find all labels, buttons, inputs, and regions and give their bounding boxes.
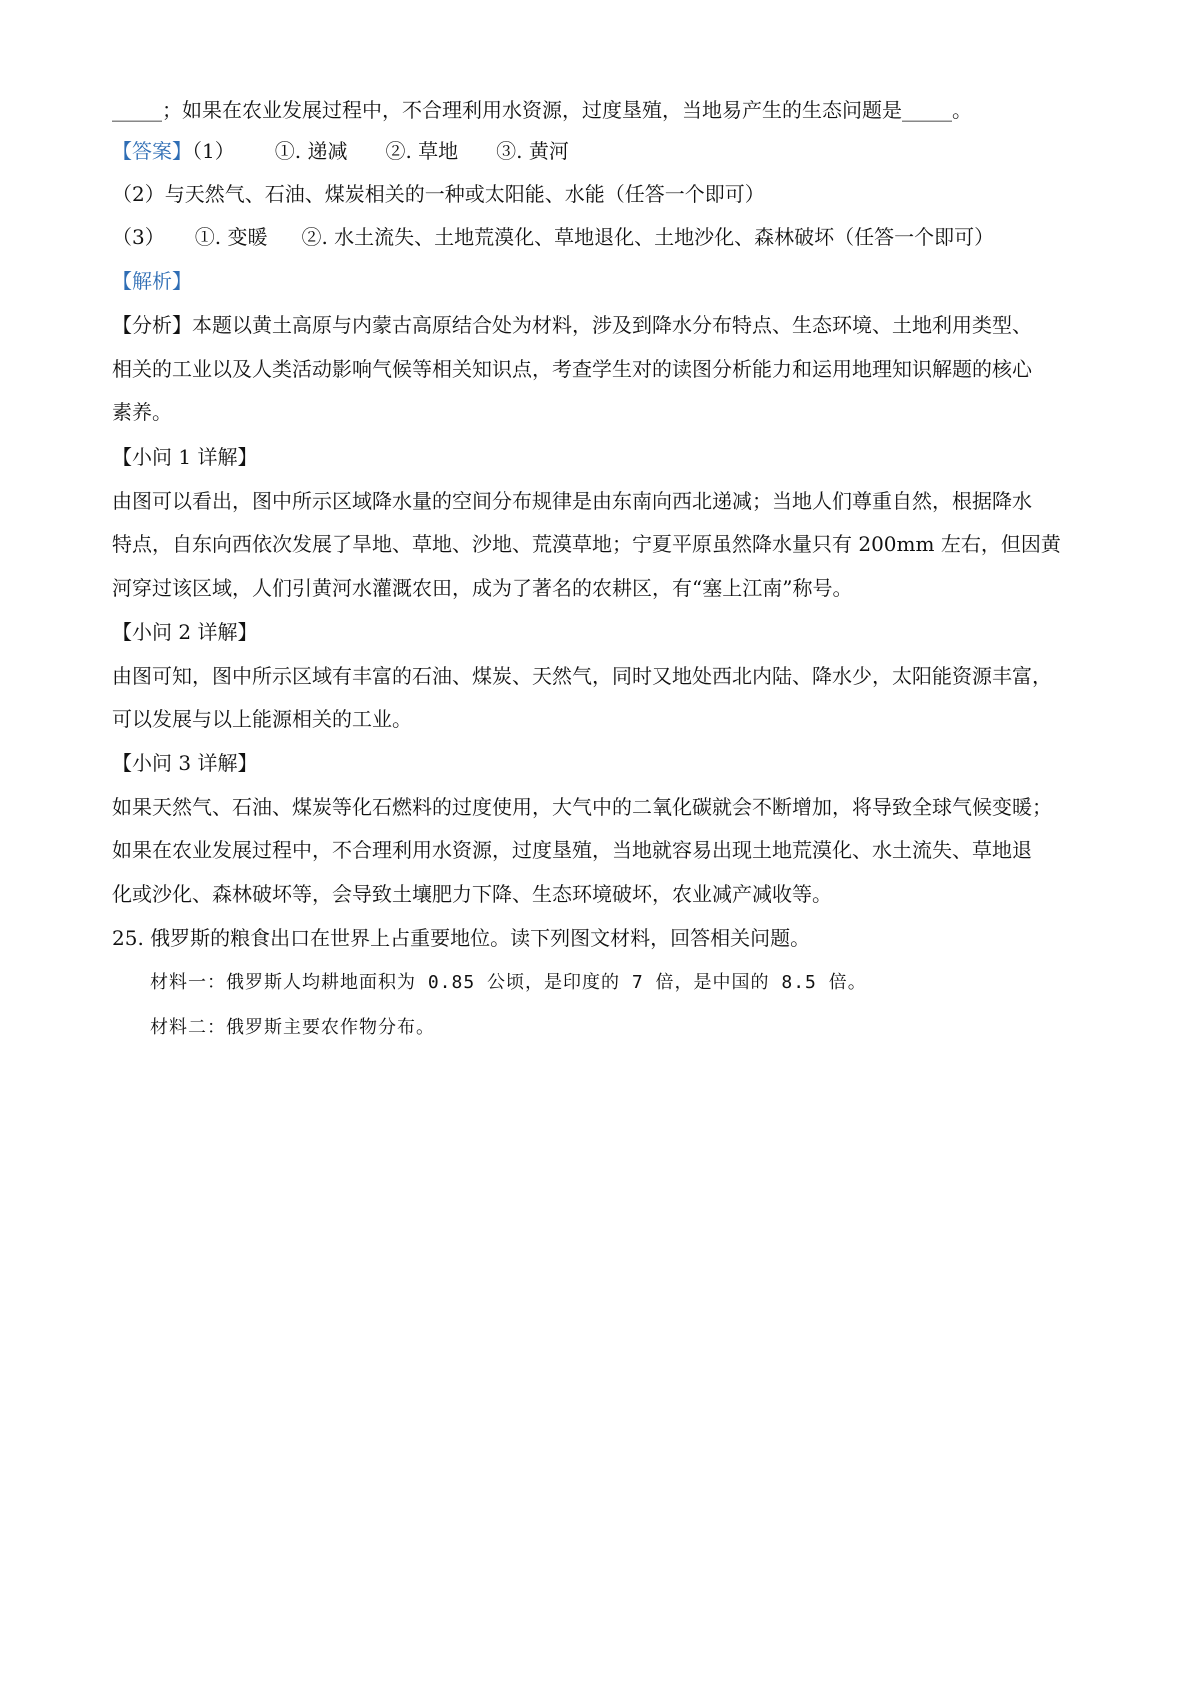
q1-heading: 【小问 1 详解】 bbox=[112, 445, 258, 469]
material-1: 材料一：俄罗斯人均耕地面积为 0.85 公顷，是印度的 7 倍，是中国的 8.5 倍。 bbox=[150, 972, 867, 993]
analysis-label: 【解析】 bbox=[112, 269, 192, 293]
fenxi-label: 【分析】 bbox=[112, 313, 192, 337]
answer-label: 【答案】 bbox=[112, 139, 192, 163]
q1-line-1: 由图可以看出，图中所示区域降水量的空间分布规律是由东南向西北递减；当地人们尊重自然，根据降水 bbox=[112, 489, 1032, 513]
q1-line-2: 特点，自东向西依次发展了旱地、草地、沙地、荒漠草地；宁夏平原虽然降水量只有 200mm 左右，但因黄 bbox=[112, 532, 1061, 556]
answer-3-number: （3） bbox=[112, 225, 165, 249]
q1-line-3: 河穿过该区域，人们引黄河水灌溉农田，成为了著名的农耕区，有“塞上江南”称号。 bbox=[112, 576, 853, 600]
q3-line-3: 化或沙化、森林破坏等，会导致土壤肥力下降、生态环境破坏，农业减产减收等。 bbox=[112, 882, 832, 906]
material-2: 材料二：俄罗斯主要农作物分布。 bbox=[150, 1017, 435, 1038]
fenxi-line-1 bbox=[112, 311, 1032, 339]
question-24-tail: _____；如果在农业发展过程中，不合理利用水资源，过度垦殖，当地易产生的生态问题是_____。 bbox=[112, 98, 972, 122]
fenxi-text-1: 本题以黄土高原与内蒙古高原结合处为材料，涉及到降水分布特点、生态环境、土地利用类型、 bbox=[192, 313, 1032, 337]
q3-line-1: 如果天然气、石油、煤炭等化石燃料的过度使用，大气中的二氧化碳就会不断增加，将导致全球气候变暖； bbox=[112, 795, 1052, 819]
q2-line-2: 可以发展与以上能源相关的工业。 bbox=[112, 707, 412, 731]
answer-3-a: ①. 变暖 bbox=[194, 225, 268, 249]
answer-line-3 bbox=[112, 223, 994, 251]
q3-line-2: 如果在农业发展过程中，不合理利用水资源，过度垦殖，当地就容易出现土地荒漠化、水土流失、草地退 bbox=[112, 838, 1032, 862]
answer-line-2: （2）与天然气、石油、煤炭相关的一种或太阳能、水能（任答一个即可） bbox=[112, 182, 765, 206]
answer-3-b: ②. 水土流失、土地荒漠化、草地退化、土地沙化、森林破坏（任答一个即可） bbox=[301, 225, 995, 249]
q3-heading: 【小问 3 详解】 bbox=[112, 751, 258, 775]
q2-line-1: 由图可知，图中所示区域有丰富的石油、煤炭、天然气，同时又地处西北内陆、降水少，太阳能资源丰富， bbox=[112, 664, 1052, 688]
q2-heading: 【小问 2 详解】 bbox=[112, 620, 258, 644]
answer-1-c: ③. 黄河 bbox=[496, 139, 569, 163]
fenxi-line-3: 素养。 bbox=[112, 400, 172, 424]
question-25: 25. 俄罗斯的粮食出口在世界上占重要地位。读下列图文材料，回答相关问题。 bbox=[112, 926, 811, 950]
fenxi-line-2: 相关的工业以及人类活动影响气候等相关知识点，考查学生对的读图分析能力和运用地理知识解题的核心 bbox=[112, 357, 1032, 381]
answer-line-1 bbox=[112, 137, 569, 165]
answer-1-number: （1） bbox=[192, 139, 235, 163]
answer-1-b: ②. 草地 bbox=[385, 139, 459, 163]
answer-1-a: ①. 递减 bbox=[274, 139, 348, 163]
